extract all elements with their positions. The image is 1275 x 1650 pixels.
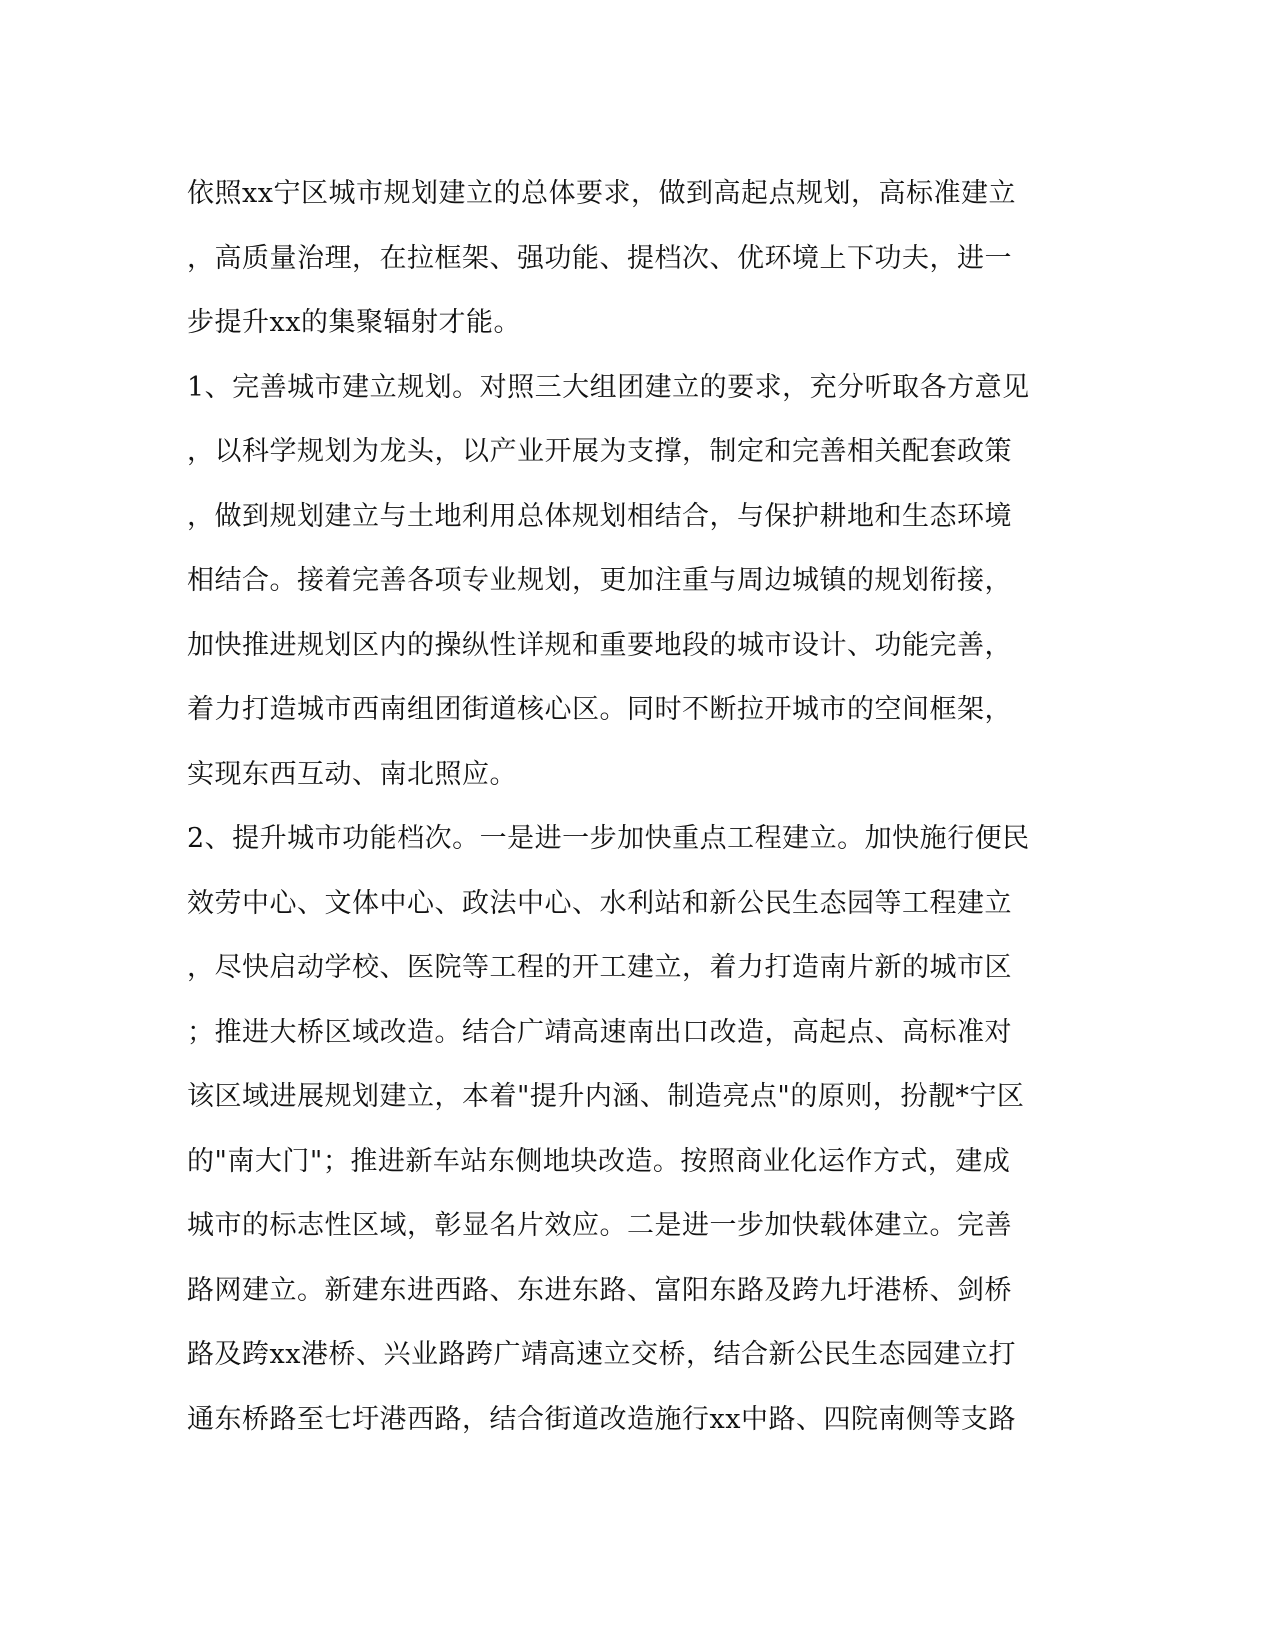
text-line: 步提升xx的集聚辐射才能。 xyxy=(187,307,521,338)
text-line: ，高质量治理，在拉框架、强功能、提档次、优环境上下功夫，进一 xyxy=(187,242,1012,274)
text-line: ，以科学规划为龙头，以产业开展为支撑，制定和完善相关配套政策 xyxy=(187,436,1012,467)
text-line: ，做到规划建立与土地利用总体规划相结合，与保护耕地和生态环境 xyxy=(187,500,1012,532)
text-line: 1、完善城市建立规划。对照三大组团建立的要求，充分听取各方意见 xyxy=(187,371,1030,403)
text-line: 着力打造城市西南组团街道核心区。同时不断拉开城市的空间框架， xyxy=(187,694,1012,725)
text-line: 实现东西互动、南北照应。 xyxy=(187,758,517,790)
text-line: 的"南大门"；推进新车站东侧地块改造。按照商业化运作方式，建成 xyxy=(187,1145,1011,1177)
text-line: 效劳中心、文体中心、政法中心、水利站和新公民生态园等工程建立 xyxy=(187,887,1012,919)
body-text xyxy=(187,162,1087,1452)
text-line: ，尽快启动学校、医院等工程的开工建立，着力打造南片新的城市区 xyxy=(187,952,1012,983)
text-line: 该区域进展规划建立，本着"提升内涵、制造亮点"的原则，扮靓*宁区 xyxy=(187,1081,1025,1112)
text-line: 相结合。接着完善各项专业规划，更加注重与周边城镇的规划衔接， xyxy=(187,565,1012,596)
text-line: 路网建立。新建东进西路、东进东路、富阳东路及跨九圩港桥、剑桥 xyxy=(187,1274,1012,1306)
text-line: ；推进大桥区域改造。结合广靖高速南出口改造，高起点、高标准对 xyxy=(187,1016,1012,1048)
text-line: 2、提升城市功能档次。一是进一步加快重点工程建立。加快施行便民 xyxy=(187,823,1030,854)
text-line: 路及跨xx港桥、兴业路跨广靖高速立交桥，结合新公民生态园建立打 xyxy=(187,1339,1016,1370)
text-line: 通东桥路至七圩港西路，结合街道改造施行xx中路、四院南侧等支路 xyxy=(187,1403,1016,1435)
text-line: 城市的标志性区域，彰显名片效应。二是进一步加快载体建立。完善 xyxy=(187,1210,1012,1241)
text-line: 依照xx宁区城市规划建立的总体要求，做到高起点规划，高标准建立 xyxy=(187,178,1016,209)
text-line: 加快推进规划区内的操纵性详规和重要地段的城市设计、功能完善， xyxy=(187,629,1012,661)
